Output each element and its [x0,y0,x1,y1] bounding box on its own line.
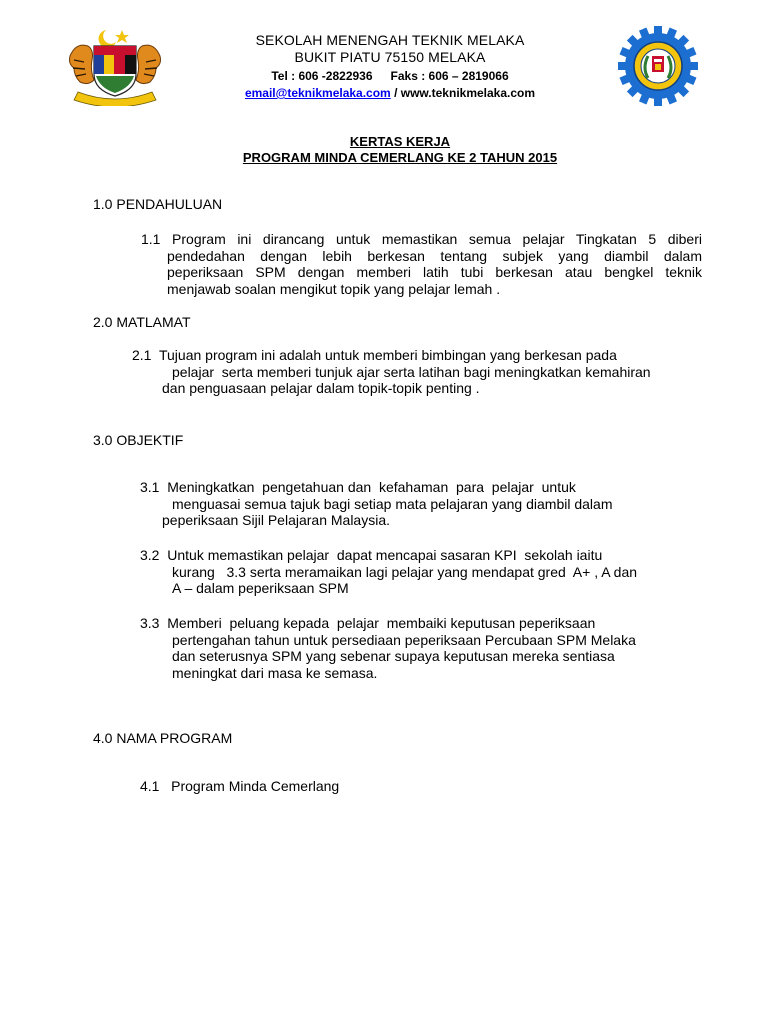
paragraph-line: 2.1 Tujuan program ini adalah untuk memberi bimbingan yang berkesan pada [132,347,617,363]
school-address: BUKIT PIATU 75150 MELAKA [294,49,486,65]
section-heading-4: 4.0 NAMA PROGRAM [93,730,233,746]
section-heading-2: 2.0 MATLAMAT [93,314,191,330]
paragraph-line: pendedahan dengan lebih berkesan tentang subjek yang diambil dalam [167,247,702,264]
paragraph-line: meningkat dari masa ke semasa. [172,664,378,681]
paragraph-line: menjawab soalan mengikut topik yang pelajar lemah . [167,280,501,297]
paragraph-3-1 [140,479,700,529]
contact-line [190,68,590,85]
letterhead [190,32,590,102]
paragraph-line: 3.3 Memberi peluang kepada pelajar membaiki keputusan peperiksaan [140,615,596,631]
paragraph-line: 1.1 Program ini dirancang untuk memastikan semua pelajar Tingkatan 5 diberi [141,231,702,247]
paragraph-line: dan penguasaan pelajar dalam topik-topik penting . [162,380,480,396]
paragraph-line: 4.1 Program Minda Cemerlang [140,778,340,794]
paragraph-2-1 [132,347,712,397]
paragraph-3-2 [140,547,700,597]
telephone-number: Tel : 606 -2822936 [271,69,373,83]
paragraph-line: pertengahan tahun untuk persediaan peperiksaan Percubaan SPM Melaka [172,631,636,648]
document-title [150,134,650,166]
section-heading-1: 1.0 PENDAHULUAN [93,196,223,212]
paragraph-line: A – dalam peperiksaan SPM [172,580,349,596]
title-line-2: PROGRAM MINDA CEMERLANG KE 2 TAHUN 2015 [242,150,558,165]
paragraph-1-1 [141,231,702,297]
paragraph-line: dan seterusnya SPM yang sebenar supaya keputusan mereka sentiasa [172,648,615,664]
email-link[interactable]: email@teknikmelaka.com [244,86,391,100]
paragraph-line: 3.2 Untuk memastikan pelajar dapat mencapai sasaran KPI sekolah iaitu [140,547,603,563]
paragraph-line: pelajar serta memberi tunjuk ajar serta latihan bagi meningkatkan kemahiran [172,363,651,380]
school-name: SEKOLAH MENENGAH TEKNIK MELAKA [255,32,525,48]
web-line [190,85,590,102]
title-line-1: KERTAS KERJA [349,134,451,149]
web-separator: / [390,86,401,100]
section-heading-3: 3.0 OBJEKTIF [93,432,184,448]
fax-number: Faks : 606 – 2819066 [390,69,509,83]
paragraph-3-3 [140,615,700,681]
school-crest-logo [618,26,698,106]
paragraph-line: peperiksaan Sijil Pelajaran Malaysia. [162,512,391,528]
paragraph-line: menguasai semua tajuk bagi setiap mata pelajaran yang diambil dalam [172,495,613,512]
paragraph-line: kurang 3.3 serta meramaikan lagi pelajar yang mendapat gred A+ , A dan [172,563,638,580]
paragraph-line: 3.1 Meningkatkan pengetahuan dan kefahaman para pelajar untuk [140,479,576,495]
paragraph-line: peperiksaan SPM dengan memberi latih tubi berkesan atau bengkel teknik [167,264,702,280]
website-text: www.teknikmelaka.com [400,86,536,100]
coat-of-arms-logo [66,26,164,106]
paragraph-4-1 [140,778,700,795]
